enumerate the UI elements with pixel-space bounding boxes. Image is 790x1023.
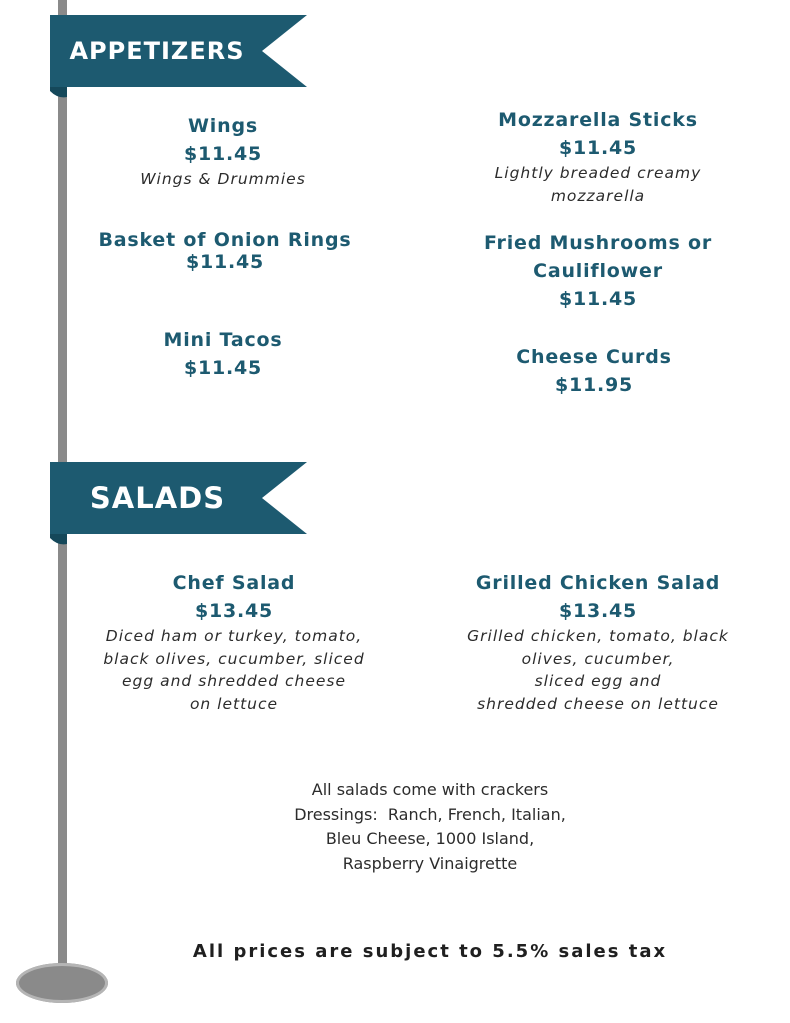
item-description-line: Grilled chicken, tomato, black bbox=[467, 627, 729, 645]
menu-item-wings bbox=[70, 112, 376, 191]
item-description-line: mozzarella bbox=[550, 186, 646, 205]
menu-item-mozzarella-sticks bbox=[438, 106, 758, 207]
item-price: $11.45 bbox=[185, 251, 265, 273]
item-name: Mini Tacos bbox=[163, 329, 283, 351]
salad-notes bbox=[230, 778, 630, 876]
salads-banner bbox=[50, 462, 307, 546]
item-price: $11.45 bbox=[183, 143, 263, 165]
item-price: $11.45 bbox=[183, 357, 263, 379]
item-name-line: Cauliflower bbox=[533, 260, 663, 282]
flag-pole-base bbox=[16, 963, 108, 1003]
item-name: Cheese Curds bbox=[516, 346, 672, 368]
notes-line: Bleu Cheese, 1000 Island, bbox=[325, 829, 535, 848]
notes-line: All salads come with crackers bbox=[311, 780, 549, 799]
item-description-line: black olives, cucumber, sliced bbox=[103, 649, 365, 668]
item-description-line: sliced egg and bbox=[534, 672, 662, 690]
item-price: $13.45 bbox=[558, 600, 638, 622]
menu-item-fried-mushrooms bbox=[438, 229, 758, 313]
menu-item-mini-tacos bbox=[70, 326, 376, 382]
item-description: Wings & Drummies bbox=[140, 170, 306, 188]
item-name: Mozzarella Sticks bbox=[498, 109, 698, 131]
item-price: $11.45 bbox=[558, 137, 638, 159]
item-name: Grilled Chicken Salad bbox=[475, 572, 721, 594]
item-price: $11.95 bbox=[554, 374, 634, 396]
item-name-line: Fried Mushrooms or bbox=[483, 232, 713, 254]
salads-heading: SALADS bbox=[89, 481, 226, 515]
item-price: $13.45 bbox=[194, 600, 274, 622]
menu-item-onion-rings bbox=[70, 229, 380, 273]
appetizers-banner bbox=[50, 15, 307, 99]
notes-line: Dressings: Ranch, French, Italian, bbox=[294, 804, 566, 824]
item-description-line: egg and shredded cheese bbox=[121, 672, 347, 690]
item-name: Wings bbox=[188, 115, 258, 137]
menu-item-chef-salad bbox=[84, 569, 384, 715]
sales-tax-note: All prices are subject to 5.5% sales tax bbox=[192, 941, 668, 962]
menu-item-grilled-chicken-salad bbox=[440, 569, 756, 715]
item-description-line: on lettuce bbox=[189, 694, 279, 713]
item-price: $11.45 bbox=[558, 288, 638, 310]
notes-line: Raspberry Vinaigrette bbox=[342, 853, 518, 873]
menu-item-cheese-curds bbox=[438, 343, 750, 399]
item-name: Chef Salad bbox=[172, 572, 296, 594]
item-description-line: Diced ham or turkey, tomato, bbox=[105, 627, 363, 645]
item-name: Basket of Onion Rings bbox=[98, 229, 352, 251]
item-description-line: olives, cucumber, bbox=[521, 649, 675, 668]
item-description-line: shredded cheese on lettuce bbox=[477, 694, 719, 713]
appetizers-heading: APPETIZERS bbox=[69, 37, 245, 65]
item-description-line: Lightly breaded creamy bbox=[494, 164, 702, 182]
